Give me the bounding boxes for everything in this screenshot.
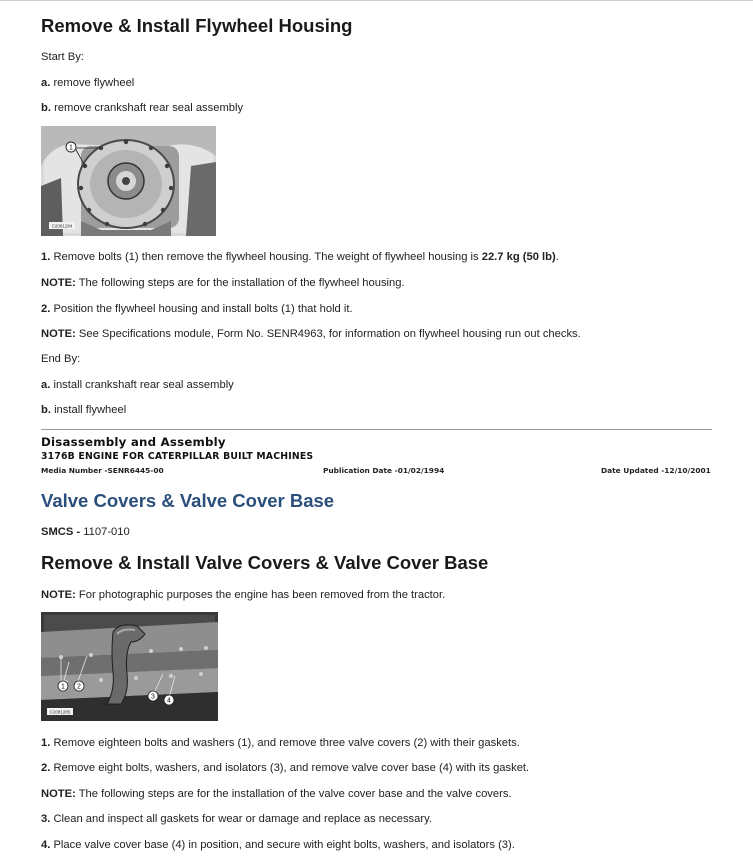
callout-1 bbox=[58, 681, 68, 691]
callout-4 bbox=[164, 695, 174, 705]
flywheel-housing-photo bbox=[41, 126, 216, 236]
step-number: 1. bbox=[41, 251, 51, 263]
start-by-item-a bbox=[41, 77, 134, 89]
step-text: Remove bolts (1) then remove the flywheel housing. The weight of flywheel housing is bbox=[53, 251, 482, 263]
smcs-label: SMCS - bbox=[41, 526, 81, 538]
item-text: remove flywheel bbox=[53, 77, 135, 89]
start-by-item-b bbox=[41, 102, 243, 114]
item-letter: a. bbox=[41, 379, 51, 391]
callout-1-label: 1 bbox=[69, 144, 73, 152]
callout-2 bbox=[74, 681, 84, 691]
manual-subtitle: 3176B ENGINE FOR CATERPILLAR BUILT MACHINES bbox=[41, 451, 314, 462]
section-title-valve-covers: Valve Covers & Valve Cover Base bbox=[41, 490, 335, 511]
note-text: The following steps are for the installation of the valve cover base and the valve covers. bbox=[78, 788, 512, 800]
photo-id-label: C2081285 bbox=[49, 709, 71, 715]
end-by-item-a bbox=[41, 379, 234, 391]
step-number: 2. bbox=[41, 303, 51, 315]
note-specifications bbox=[41, 328, 581, 340]
note-label: NOTE: bbox=[41, 788, 76, 800]
weight-value: 22.7 kg (50 lb) bbox=[481, 251, 556, 263]
item-letter: b. bbox=[41, 404, 51, 416]
note-installation bbox=[41, 277, 405, 289]
photo-id-label: C2081284 bbox=[51, 223, 73, 229]
step-text: Place valve cover base (4) in position, and secure with eight bolts, washers, and isolators (3). bbox=[53, 839, 515, 851]
note-photographic bbox=[41, 589, 445, 601]
step-text: Clean and inspect all gaskets for wear or damage and replace as necessary. bbox=[53, 813, 432, 825]
note-text: See Specifications module, Form No. SENR4963, for information on flywheel housing run out checks. bbox=[78, 328, 581, 340]
valve-step-3 bbox=[41, 813, 432, 825]
valve-step-1 bbox=[41, 737, 520, 749]
item-letter: a. bbox=[41, 77, 51, 89]
item-text: remove crankshaft rear seal assembly bbox=[54, 102, 244, 114]
step-number: 4. bbox=[41, 839, 51, 851]
step-text: Position the flywheel housing and install bolts (1) that hold it. bbox=[53, 303, 353, 315]
step-number: 2. bbox=[41, 762, 51, 774]
publication-date: Publication Date -01/02/1994 bbox=[323, 466, 445, 475]
callout-3-label: 3 bbox=[151, 693, 155, 701]
callout-2-label: 2 bbox=[77, 683, 81, 691]
step-2 bbox=[41, 303, 353, 315]
top-divider bbox=[0, 0, 753, 1]
callout-1-label: 1 bbox=[61, 683, 65, 691]
step-text: Remove eighteen bolts and washers (1), and remove three valve covers (2) with their gaskets. bbox=[53, 737, 520, 749]
note-label: NOTE: bbox=[41, 277, 76, 289]
section-title-flywheel-housing: Remove & Install Flywheel Housing bbox=[41, 15, 353, 36]
media-number: Media Number -SENR6445-00 bbox=[41, 466, 164, 475]
valve-cover-photo bbox=[41, 612, 218, 721]
step-1 bbox=[41, 251, 559, 263]
callout-4-label: 4 bbox=[167, 697, 171, 705]
item-text: install crankshaft rear seal assembly bbox=[53, 379, 234, 391]
note-text: The following steps are for the installation of the flywheel housing. bbox=[78, 277, 405, 289]
date-updated: Date Updated -12/10/2001 bbox=[601, 466, 711, 475]
valve-step-4 bbox=[41, 839, 515, 851]
manual-title: Disassembly and Assembly bbox=[41, 435, 226, 449]
item-letter: b. bbox=[41, 102, 51, 114]
note-label: NOTE: bbox=[41, 589, 76, 601]
valve-step-2 bbox=[41, 762, 529, 774]
item-text: install flywheel bbox=[54, 404, 127, 416]
note-valve-installation bbox=[41, 788, 512, 800]
end-by-item-b bbox=[41, 404, 126, 416]
step-end: . bbox=[555, 251, 559, 263]
step-text: Remove eight bolts, washers, and isolators (3), and remove valve cover base (4) with its gasket. bbox=[53, 762, 530, 774]
smcs-line bbox=[41, 526, 130, 538]
end-by-label: End By: bbox=[41, 353, 81, 365]
procedure-title-valve-covers: Remove & Install Valve Covers & Valve Cover Base bbox=[41, 552, 489, 573]
header-divider bbox=[41, 429, 712, 430]
step-number: 1. bbox=[41, 737, 51, 749]
step-number: 3. bbox=[41, 813, 51, 825]
smcs-value: 1107-010 bbox=[83, 526, 130, 538]
callout-3 bbox=[148, 691, 158, 701]
start-by-label: Start By: bbox=[41, 51, 84, 63]
note-label: NOTE: bbox=[41, 328, 76, 340]
note-text: For photographic purposes the engine has been removed from the tractor. bbox=[78, 589, 446, 601]
